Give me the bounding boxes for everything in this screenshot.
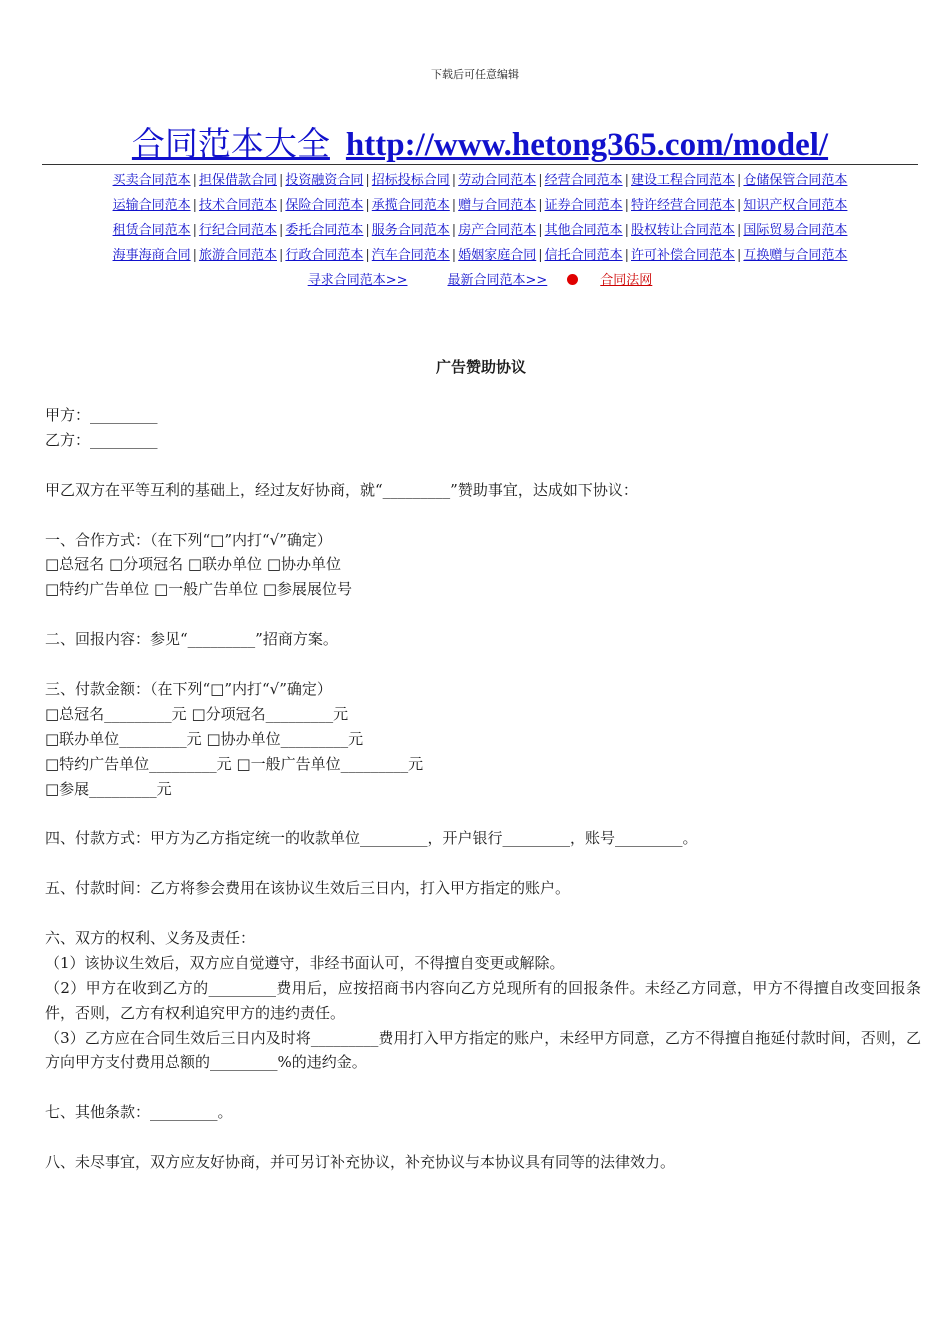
category-link[interactable]: 信托合同范本 — [544, 248, 623, 263]
separator: | — [365, 198, 370, 213]
separator: | — [737, 198, 742, 213]
link-row — [42, 243, 918, 268]
category-link[interactable]: 国际贸易合同范本 — [743, 223, 848, 238]
separator: | — [192, 223, 197, 238]
category-link[interactable]: 婚姻家庭合同 — [458, 248, 537, 263]
category-link[interactable]: 担保借款合同 — [198, 173, 277, 188]
party-b-line: 乙方：_________ — [45, 430, 158, 449]
category-link[interactable]: 许可补偿合同范本 — [631, 248, 736, 263]
contract-law-link[interactable]: 合同法网 — [600, 273, 653, 288]
section-6-title: 六、双方的权利、义务及责任： — [45, 928, 256, 947]
separator: | — [365, 173, 370, 188]
category-link[interactable]: 承揽合同范本 — [371, 198, 450, 213]
category-link[interactable]: 技术合同范本 — [198, 198, 277, 213]
category-link[interactable]: 特许经营合同范本 — [631, 198, 736, 213]
separator: | — [624, 173, 629, 188]
section-4: 四、付款方式：甲方为乙方指定统一的收款单位_________，开户银行_________，账号_________。 — [45, 829, 698, 848]
category-link[interactable]: 行纪合同范本 — [198, 223, 277, 238]
separator: | — [451, 223, 457, 238]
section-6-clause-1: （1）该协议生效后，双方应自觉遵守，非经书面认可，不得擅自变更或解除。 — [45, 953, 565, 972]
separator: | — [538, 223, 543, 238]
party-a-line: 甲方：_________ — [45, 406, 158, 424]
section-2: 二、回报内容：参见“_________”招商方案。 — [45, 630, 338, 649]
category-link[interactable]: 行政合同范本 — [285, 248, 364, 263]
category-link[interactable]: 赠与合同范本 — [458, 198, 537, 213]
category-link[interactable]: 买卖合同范本 — [112, 173, 191, 188]
category-link[interactable]: 劳动合同范本 — [458, 173, 537, 188]
category-link[interactable]: 租赁合同范本 — [112, 223, 191, 238]
category-link[interactable]: 投资融资合同 — [285, 173, 364, 188]
section-3-title: 三、付款金额：（在下列“□”内打“√”确定） — [45, 679, 332, 698]
separator: | — [737, 223, 742, 238]
seek-contract-link[interactable]: 寻求合同范本>> — [307, 273, 408, 288]
separator: | — [451, 198, 457, 213]
red-dot-icon — [567, 274, 578, 285]
category-link[interactable]: 招标投标合同 — [371, 173, 450, 188]
separator: | — [624, 248, 629, 263]
latest-contract-link[interactable]: 最新合同范本>> — [447, 273, 548, 288]
category-link[interactable]: 保险合同范本 — [285, 198, 364, 213]
spacer — [45, 503, 921, 528]
separator: | — [538, 248, 543, 263]
separator: | — [451, 248, 457, 263]
spacer — [45, 901, 921, 926]
section-6-clause-2: （2）甲方在收到乙方的_________费用后，应按招商书内容向乙方兑现所有的回报条件。未经乙方同意，甲方不得擅自改变回报条件，否则，乙方有权利追究甲方的违约责任。 — [45, 978, 921, 1022]
category-link[interactable]: 证券合同范本 — [544, 198, 623, 213]
separator: | — [278, 173, 284, 188]
section-3-amounts: □联办单位_________元 □协办单位_________元 — [45, 729, 364, 748]
document-body — [45, 403, 921, 1175]
separator: | — [624, 198, 629, 213]
spacer — [45, 801, 921, 826]
section-1-title: 一、合作方式：（在下列“□”内打“√”确定） — [45, 530, 332, 549]
category-links — [42, 168, 918, 293]
spacer — [45, 453, 921, 478]
section-6-clause-3: （3）乙方应在合同生效后三日内及时将_________费用打入甲方指定的账户，未经甲方同意，乙方不得擅自拖延付款时间，否则，乙方向甲方支付费用总额的_________%的违约金。 — [45, 1028, 921, 1072]
separator: | — [365, 223, 370, 238]
banner-title-link[interactable]: 合同范本大全 — [131, 124, 330, 163]
separator: | — [278, 223, 284, 238]
section-8: 八、未尽事宜，双方应友好协商，并可另订补充协议，补充协议与本协议具有同等的法律效力。 — [45, 1153, 676, 1172]
spacer — [45, 1075, 921, 1100]
separator: | — [538, 173, 543, 188]
separator: | — [624, 223, 629, 238]
link-row — [42, 193, 918, 218]
separator: | — [278, 198, 284, 213]
separator: | — [192, 198, 197, 213]
category-link[interactable]: 建设工程合同范本 — [631, 173, 736, 188]
law-link-wrapper — [567, 273, 672, 288]
section-3-amounts: □参展_________元 — [45, 779, 172, 798]
spacer — [45, 652, 921, 677]
link-row-bottom — [42, 268, 918, 293]
separator: | — [538, 198, 543, 213]
category-link[interactable]: 委托合同范本 — [285, 223, 364, 238]
separator: | — [192, 248, 197, 263]
separator: | — [451, 173, 457, 188]
category-link[interactable]: 仓储保管合同范本 — [743, 173, 848, 188]
banner-url-link[interactable]: http://www.hetong365.com/model/ — [345, 127, 829, 163]
spacer — [45, 851, 921, 876]
section-5: 五、付款时间：乙方将参会费用在该协议生效后三日内，打入甲方指定的账户。 — [45, 879, 571, 898]
section-7: 七、其他条款：_________。 — [45, 1103, 233, 1122]
section-3-amounts: □总冠名_________元 □分项冠名_________元 — [45, 704, 349, 723]
category-link[interactable]: 服务合同范本 — [371, 223, 450, 238]
separator: | — [278, 248, 284, 263]
category-link[interactable]: 股权转让合同范本 — [631, 223, 736, 238]
section-1-options: □特约广告单位 □一般广告单位 □参展展位号 — [45, 580, 353, 599]
separator: | — [365, 248, 370, 263]
category-link[interactable]: 其他合同范本 — [544, 223, 623, 238]
separator: | — [737, 248, 742, 263]
document-title: 广告赞助协议 — [435, 358, 526, 376]
category-link[interactable]: 汽车合同范本 — [371, 248, 450, 263]
header-note: 下载后可任意编辑 — [431, 68, 519, 81]
section-3-amounts: □特约广告单位_________元 □一般广告单位_________元 — [45, 754, 424, 773]
intro-paragraph: 甲乙双方在平等互利的基础上，经过友好协商，就“_________”赞助事宜，达成如下协议： — [45, 480, 638, 499]
category-link[interactable]: 经营合同范本 — [544, 173, 623, 188]
site-banner — [42, 118, 918, 165]
category-link[interactable]: 旅游合同范本 — [198, 248, 277, 263]
section-1-options: □总冠名 □分项冠名 □联办单位 □协办单位 — [45, 555, 341, 574]
category-link[interactable]: 海事海商合同 — [112, 248, 191, 263]
link-row — [42, 218, 918, 243]
link-row — [42, 168, 918, 193]
spacer — [45, 1125, 921, 1150]
spacer — [45, 602, 921, 627]
category-link[interactable]: 房产合同范本 — [458, 223, 537, 238]
category-link[interactable]: 知识产权合同范本 — [743, 198, 848, 213]
separator: | — [737, 173, 742, 188]
separator: | — [192, 173, 197, 188]
category-link[interactable]: 运输合同范本 — [112, 198, 191, 213]
category-link[interactable]: 互换赠与合同范本 — [743, 248, 848, 263]
